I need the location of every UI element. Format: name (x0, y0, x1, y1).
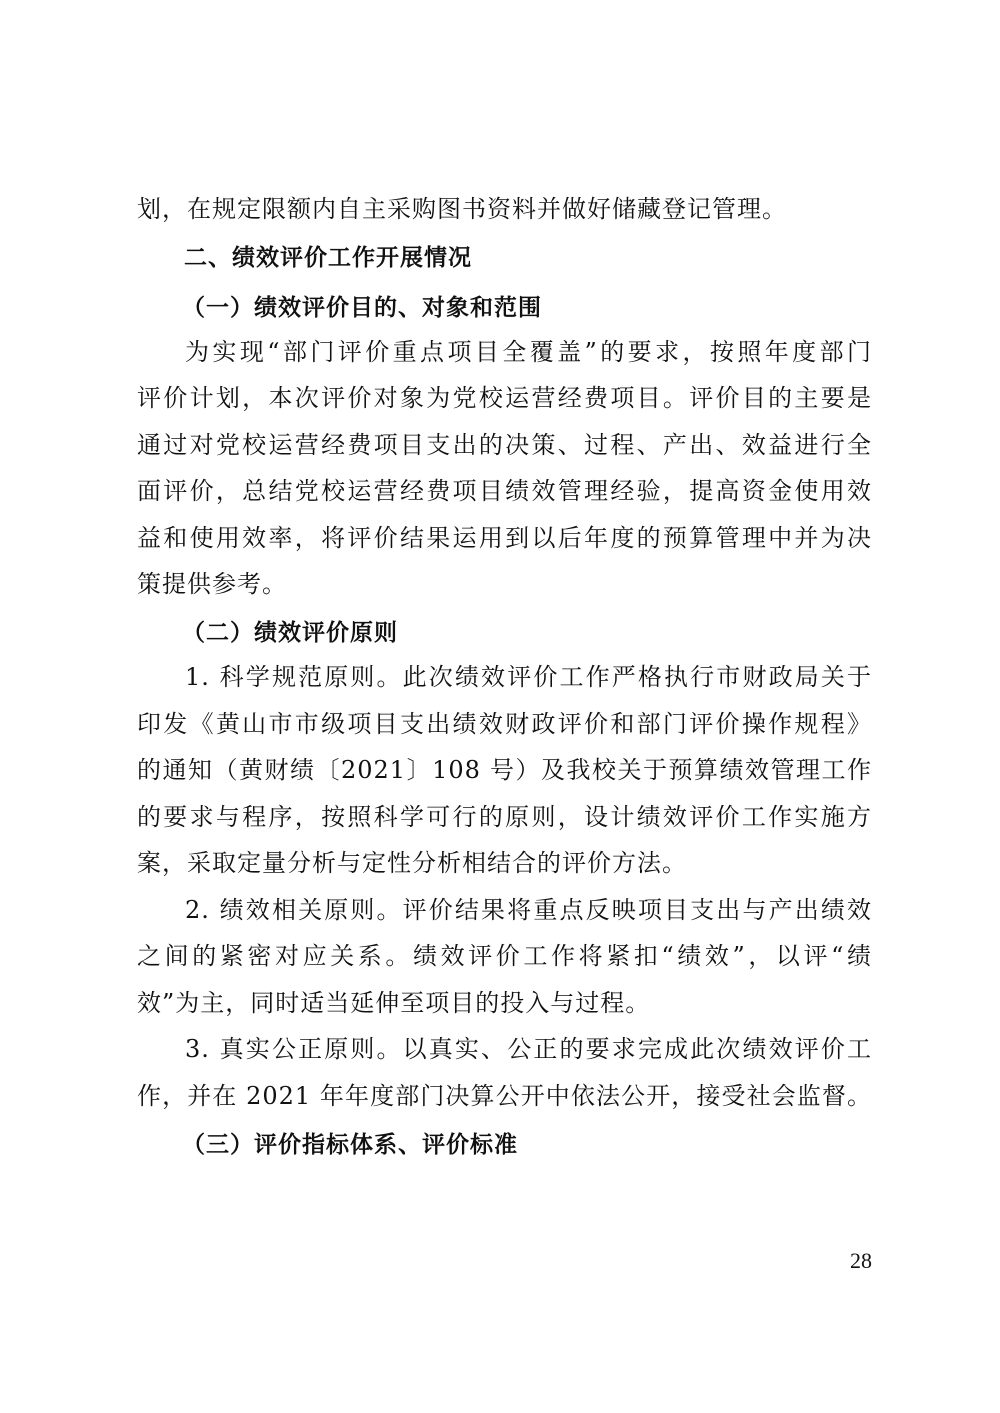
page-number: 28 (850, 1248, 872, 1273)
subsection-heading-3: （三）评价指标体系、评价标准 (182, 1132, 518, 1158)
paragraph-line: 益和使用效率，将评价结果运用到以后年度的预算管理中并为决 (137, 524, 872, 552)
paragraph-continuation-line: 划，在规定限额内自主采购图书资料并做好储藏登记管理。 (137, 195, 787, 223)
paragraph-line: 策提供参考。 (137, 570, 287, 598)
paragraph-line: 3. 真实公正原则。以真实、公正的要求完成此次绩效评价工 (185, 1035, 872, 1063)
paragraph-line: 之间的紧密对应关系。绩效评价工作将紧扣“绩效”，以评“绩 (137, 942, 872, 970)
paragraph-line: 通过对党校运营经费项目支出的决策、过程、产出、效益进行全 (137, 431, 872, 459)
section-heading-2: 二、绩效评价工作开展情况 (184, 245, 472, 271)
paragraph-line: 面评价，总结党校运营经费项目绩效管理经验，提高资金使用效 (137, 477, 872, 505)
paragraph-line: 1. 科学规范原则。此次绩效评价工作严格执行市财政局关于 (185, 663, 872, 691)
subsection-heading-1: （一）绩效评价目的、对象和范围 (182, 295, 542, 321)
paragraph-line: 的通知（黄财绩〔2021〕108 号）及我校关于预算绩效管理工作 (137, 756, 872, 784)
paragraph-line: 为实现“部门评价重点项目全覆盖”的要求，按照年度部门 (185, 338, 872, 366)
paragraph-line: 印发《黄山市市级项目支出绩效财政评价和部门评价操作规程》 (137, 710, 872, 738)
paragraph-line: 评价计划，本次评价对象为党校运营经费项目。评价目的主要是 (137, 384, 872, 412)
subsection-heading-2: （二）绩效评价原则 (182, 620, 398, 646)
paragraph-line: 作，并在 2021 年年度部门决算公开中依法公开，接受社会监督。 (137, 1082, 872, 1110)
paragraph-line: 2. 绩效相关原则。评价结果将重点反映项目支出与产出绩效 (185, 896, 872, 924)
paragraph-line: 的要求与程序，按照科学可行的原则，设计绩效评价工作实施方 (137, 803, 872, 831)
paragraph-line: 效”为主，同时适当延伸至项目的投入与过程。 (137, 989, 651, 1017)
paragraph-line: 案，采取定量分析与定性分析相结合的评价方法。 (137, 849, 687, 877)
